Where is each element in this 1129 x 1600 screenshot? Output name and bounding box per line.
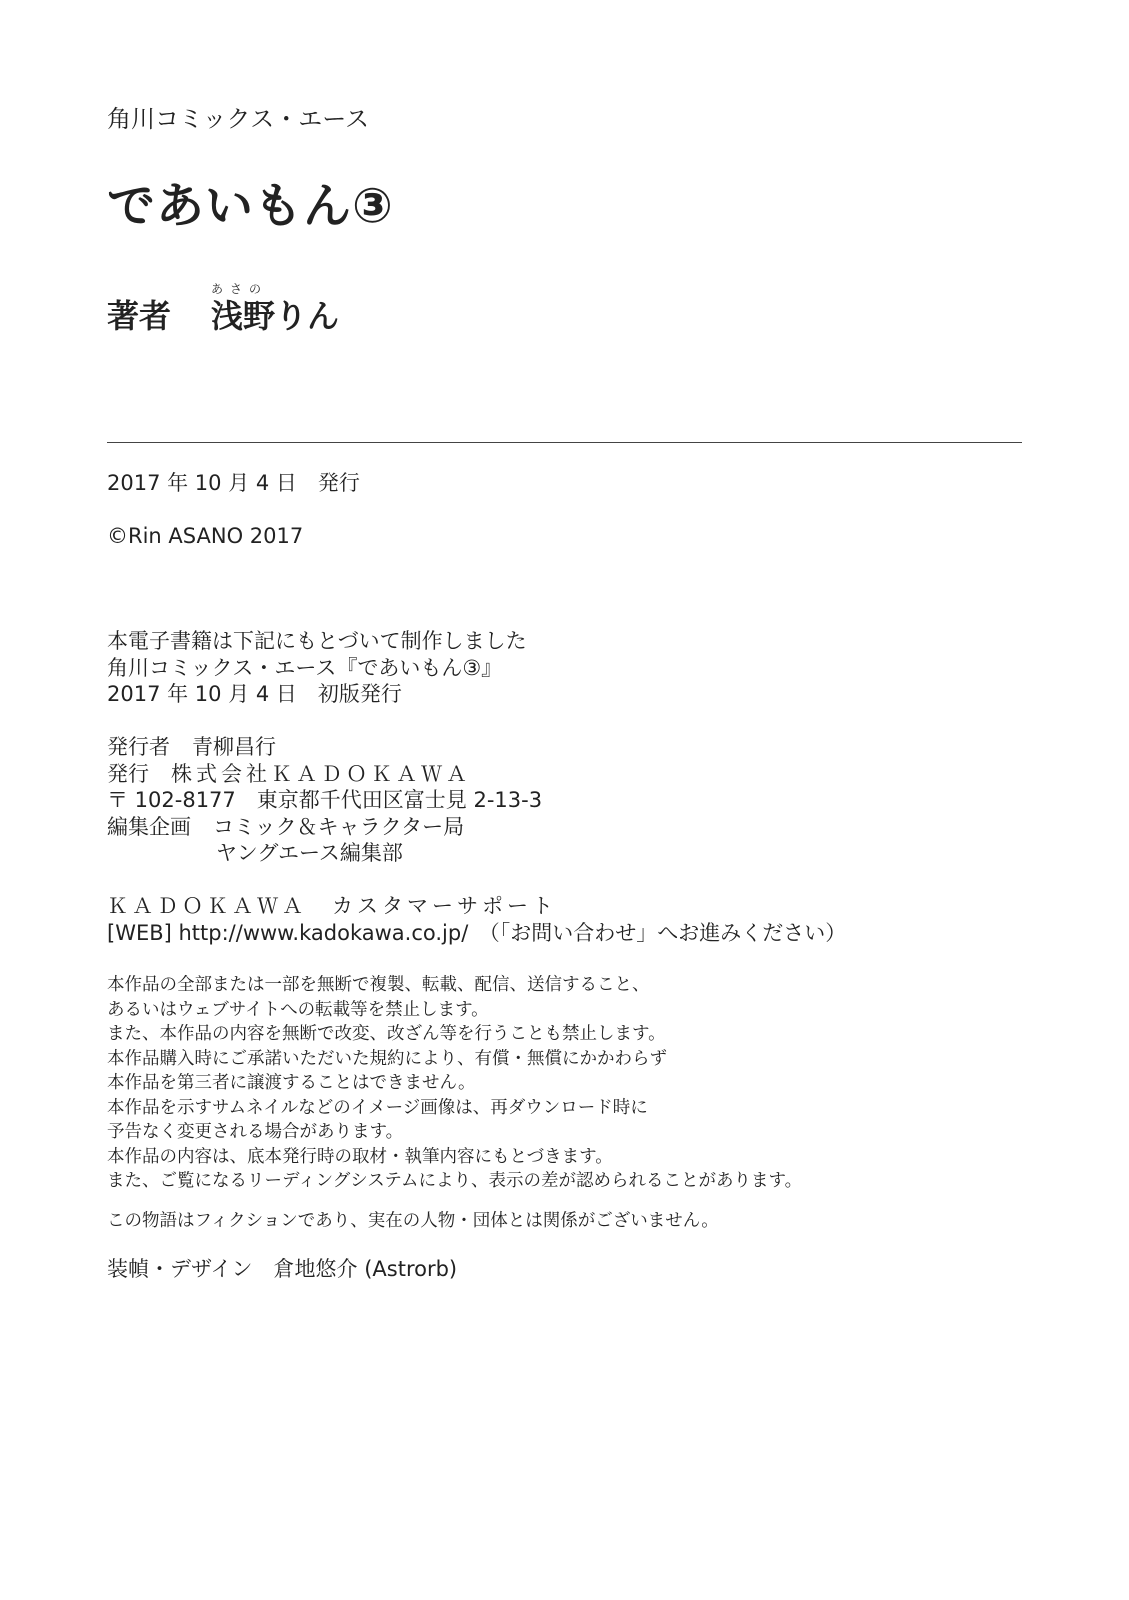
editing-1: コミック＆キャラクター局 <box>213 814 465 839</box>
notice-line: 本作品購入時にご承諾いただいた規約により、有償・無償にかかわらず <box>107 1048 667 1069</box>
editing-row <box>107 814 542 841</box>
section-divider <box>107 442 1022 443</box>
ebook-note <box>107 628 527 708</box>
author-line <box>107 296 339 336</box>
notice-line: 本作品を第三者に譲渡することはできません。 <box>107 1073 476 1093</box>
notice-line: 本作品の全部または一部を無断で複製、転載、配信、送信すること、 <box>107 975 650 995</box>
ebook-note-line: 角川コミックス・エース『であいもん③』 <box>107 655 503 680</box>
notice-line: あるいはウェブサイトへの転載等を禁止します。 <box>107 999 489 1020</box>
support <box>107 893 846 946</box>
publisher: 株式会社ＫＡＤＯＫＡＷＡ <box>171 761 471 786</box>
editing-label: 編集企画 <box>107 814 191 839</box>
notice-line: また、ご覧になるリーディングシステムにより、表示の差が認められることがあります。 <box>107 1171 803 1191</box>
fiction-note: この物語はフィクションであり、実在の人物・団体とは関係がございません。 <box>107 1211 719 1231</box>
notice-line: 本作品を示すサムネイルなどのイメージ画像は、再ダウンロード時に <box>107 1097 648 1118</box>
design-credit: 装幀・デザイン 倉地悠介 (Astrorb) <box>107 1257 458 1281</box>
address: 〒 102-8177 東京都千代田区富士見 2-13-3 <box>107 788 543 812</box>
publisher-row <box>107 761 542 788</box>
publisher-person-label: 発行者 <box>107 735 170 759</box>
author-ruby: あさの <box>211 282 269 296</box>
editing-2: ヤングエース編集部 <box>216 841 403 865</box>
author-name: 浅野りん <box>211 297 340 335</box>
publisher-label: 発行 <box>107 761 149 786</box>
support-line-1: ＫＡＤＯＫＡＷＡ カスタマーサポート <box>107 894 557 918</box>
notices <box>107 973 802 1194</box>
author-prefix: 著者 <box>107 297 172 335</box>
copyright: ©Rin ASANO 2017 <box>107 524 304 548</box>
imprint-label: 角川コミックス・エース <box>107 105 370 133</box>
support-line-2[interactable]: [WEB] http://www.kadokawa.co.jp/ （「お問い合わせ」へお進みください） <box>107 920 847 945</box>
ebook-note-line: 本電子書籍は下記にもとづいて制作しました <box>107 629 527 653</box>
colophon <box>107 734 542 867</box>
publisher-person-row <box>107 734 542 761</box>
publication-date: 2017 年 10 月 4 日 発行 <box>107 471 360 495</box>
notice-line: 本作品の内容は、底本発行時の取材・執筆内容にもとづきます。 <box>107 1146 613 1167</box>
ebook-note-line: 2017 年 10 月 4 日 初版発行 <box>107 682 402 706</box>
publisher-person: 青柳昌行 <box>192 735 276 759</box>
notice-line: 予告なく変更される場合があります。 <box>107 1122 404 1142</box>
notice-line: また、本作品の内容を無断で改変、改ざん等を行うことも禁止します。 <box>107 1024 666 1044</box>
book-title: であいもん③ <box>107 178 394 234</box>
